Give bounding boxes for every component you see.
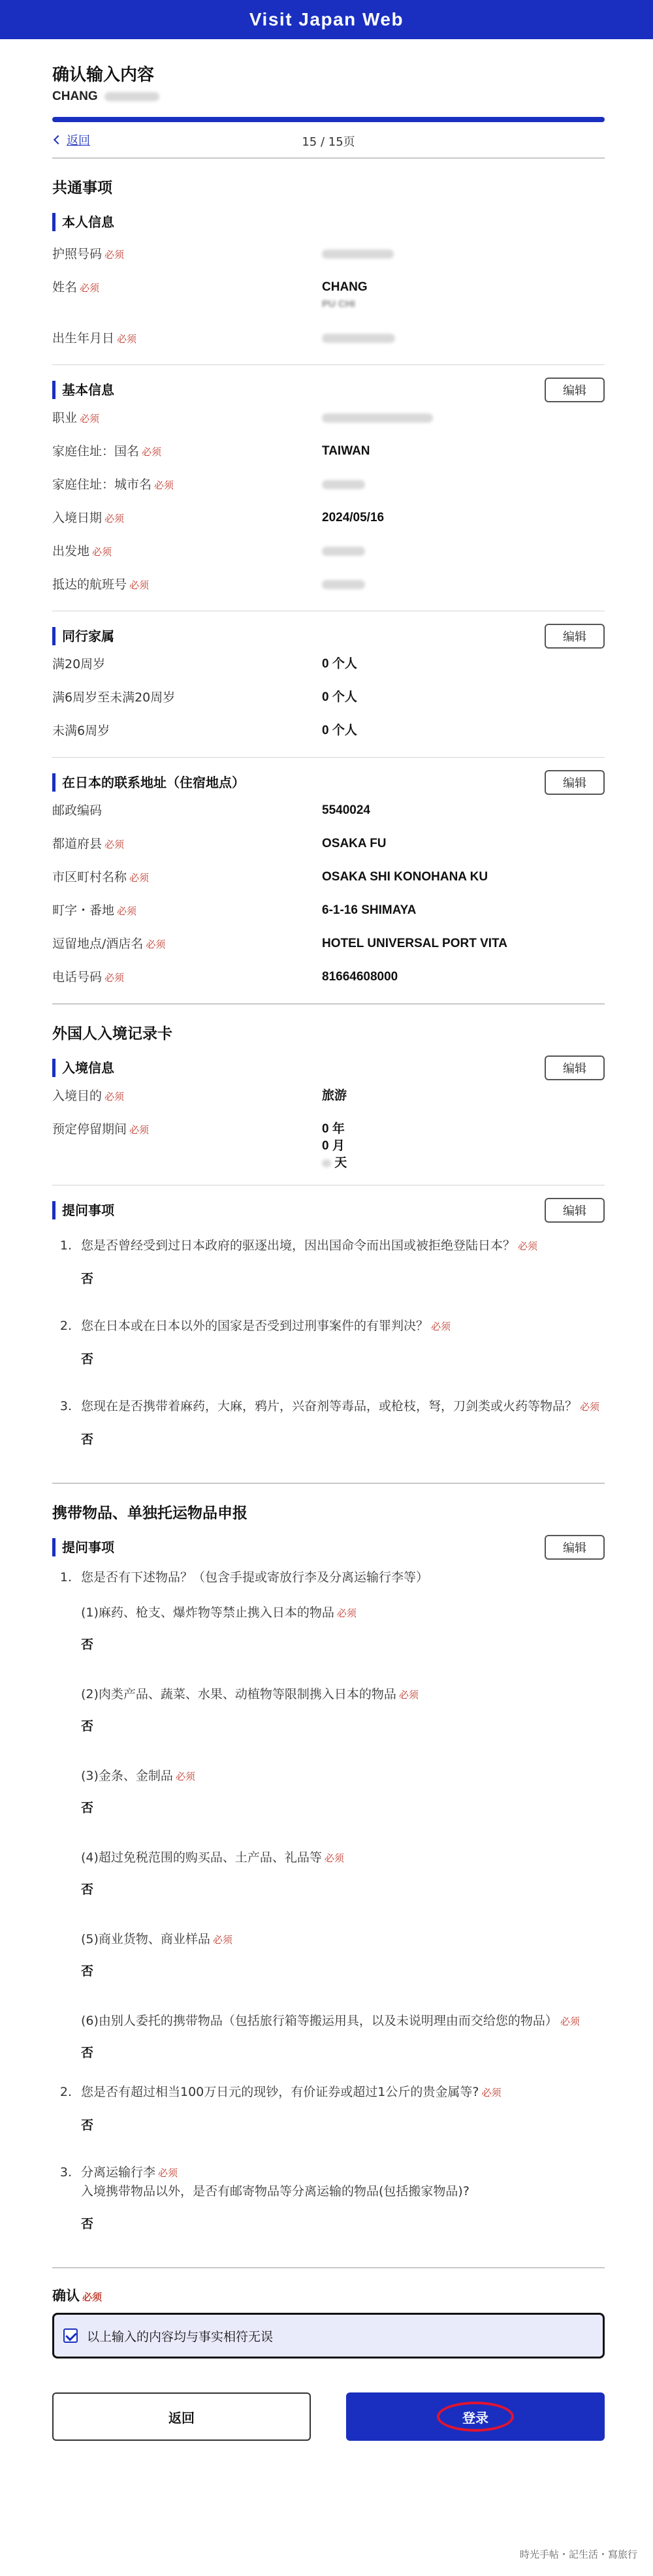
answer-value: 否 [81, 1352, 94, 1366]
answer-value: 否 [81, 1964, 94, 1978]
answer-value: 否 [81, 1432, 94, 1447]
basic-info-block [52, 365, 605, 611]
family-block [52, 611, 605, 757]
required-badge: 必须 [104, 513, 125, 524]
field-label: 市区町村名称 [52, 870, 127, 884]
entry-info-block [52, 1056, 605, 1185]
field-row [52, 468, 605, 502]
edit-button[interactable]: 编辑 [545, 1055, 605, 1080]
redacted-value [322, 1159, 331, 1167]
redacted-text [104, 92, 159, 101]
required-badge: 必须 [560, 2016, 580, 2027]
sub-question [81, 1603, 605, 1668]
page-title: 确认输入内容 [52, 65, 155, 85]
field-value: HOTEL UNIVERSAL PORT VITA [322, 937, 507, 950]
block-title: 入境信息 [52, 1059, 114, 1077]
field-label: 未满6周岁 [52, 724, 110, 738]
pager [52, 122, 605, 152]
user-name: CHANG [52, 89, 605, 104]
field-value: 0 个人 [322, 690, 357, 704]
field-row [52, 681, 605, 715]
field-row [52, 238, 605, 271]
question-text: 入境携带物品以外，是否有邮寄物品等分离运输的物品(包括搬家物品)? [81, 2184, 470, 2198]
redacted-value [322, 413, 433, 423]
question-text: 您是否有下述物品？（包含手提或寄放行李及分离运输行李等） [81, 1570, 429, 1585]
sub-question-text: (6)由别人委托的携带物品（包括旅行箱等搬运用具，以及未说明理由而交给您的物品） [81, 2014, 558, 2028]
section-title-customs: 携带物品、单独托运物品申报 [52, 1505, 247, 1522]
answer-value: 否 [81, 1272, 94, 1286]
field-row [52, 402, 605, 435]
sub-question-text: (1)麻药、枪支、爆炸物等禁止携入日本的物品 [81, 1605, 334, 1620]
confirm-checkbox-label: 以上输入的内容均与事实相符无误 [87, 2329, 274, 2344]
required-badge: 必须 [129, 579, 150, 591]
required-badge: 必须 [104, 839, 125, 850]
edit-button[interactable]: 编辑 [545, 1535, 605, 1560]
app-title: Visit Japan Web [249, 9, 404, 29]
redacted-value [322, 480, 365, 489]
required-badge: 必须 [142, 446, 162, 458]
required-badge: 必须 [104, 249, 125, 261]
login-button-label: 登录 [462, 2409, 488, 2426]
edit-button[interactable]: 编辑 [545, 378, 605, 402]
field-row [52, 271, 605, 322]
answer-value: 否 [81, 2217, 94, 2231]
field-row [52, 961, 605, 994]
customs-questions-block [52, 1536, 605, 2267]
question-item: 3. 分离运输行李 必须 入境携带物品以外，是否有邮寄物品等分离运输的物品(包括搬家物品)? 否 [52, 2149, 605, 2247]
field-value: 0 个人 [322, 657, 357, 671]
sub-question-text: (4)超过免税范围的购买品、土产品、礼品等 [81, 1850, 322, 1865]
field-value: 6-1-16 SHIMAYA [322, 903, 417, 917]
block-title: 基本信息 [52, 381, 114, 399]
answer-value: 否 [81, 1719, 94, 1733]
stay-years: 0 年 [322, 1122, 345, 1136]
field-label: 抵达的航班号 [52, 577, 127, 592]
required-badge: 必须 [212, 1934, 232, 1946]
field-value: 旅游 [322, 1089, 347, 1103]
answer-value: 否 [81, 2046, 94, 2060]
required-badge: 必须 [104, 972, 125, 984]
question-text: 您是否曾经受到过日本政府的驱逐出境，因出国命令而出国或被拒绝登陆日本？ [81, 1238, 516, 1253]
question-text: 您在日本或在日本以外的国家是否受到过刑事案件的有罪判决？ [81, 1319, 429, 1333]
field-label: 护照号码 [52, 247, 103, 261]
field-label: 都道府县 [52, 837, 103, 851]
field-row [52, 535, 605, 568]
field-row [52, 927, 605, 961]
block-title: 同行家属 [52, 627, 114, 645]
field-label: 入境日期 [52, 511, 103, 525]
sub-question-text: (3)金条、金制品 [81, 1769, 173, 1783]
edit-button[interactable]: 编辑 [545, 624, 605, 649]
field-row [52, 502, 605, 535]
field-row [52, 894, 605, 927]
required-badge: 必须 [129, 1124, 150, 1136]
app-header [0, 0, 653, 39]
field-label: 出发地 [52, 544, 90, 558]
block-header [52, 210, 605, 234]
sub-question [81, 1848, 605, 1913]
action-buttons [52, 2392, 605, 2441]
required-badge: 必须 [146, 939, 166, 950]
field-row [52, 1113, 605, 1176]
redacted-value [322, 547, 365, 556]
required-badge: 必须 [481, 2087, 502, 2099]
edit-button[interactable]: 编辑 [545, 1198, 605, 1223]
required-badge: 必须 [518, 1240, 538, 1252]
field-value: 0 个人 [322, 724, 357, 737]
answer-value: 否 [81, 1637, 94, 1652]
stay-days: 天 [334, 1156, 347, 1170]
progress-bar [52, 117, 605, 122]
checkbox-checked-icon[interactable] [63, 2328, 78, 2343]
field-label: 出生年月日 [52, 331, 115, 346]
required-badge: 必须 [158, 2167, 178, 2179]
required-badge: 必须 [580, 1401, 600, 1413]
field-value-redacted: PU CHI [322, 298, 355, 310]
field-value: CHANG [322, 280, 368, 294]
japan-address-block [52, 758, 605, 1003]
field-row [52, 828, 605, 861]
question-text: 您现在是否携带着麻药，大麻，鸦片，兴奋剂等毒品，或枪枝，弩，刀剑类或火药等物品？ [81, 1399, 578, 1413]
field-label: 预定停留期间 [52, 1122, 127, 1136]
field-value: 81664608000 [322, 970, 398, 984]
field-label: 入境目的 [52, 1089, 103, 1103]
field-value: 2024/05/16 [322, 511, 385, 524]
required-badge: 必须 [175, 1771, 195, 1782]
answer-value: 否 [81, 1882, 94, 1897]
page-indicator: 15 / 15页 [302, 135, 355, 149]
field-row [52, 1080, 605, 1113]
required-badge: 必须 [80, 413, 100, 425]
question-text: 您是否有超过相当100万日元的现钞，有价证券或超过1公斤的贵金属等? [81, 2085, 479, 2099]
field-row [52, 322, 605, 355]
field-value: TAIWAN [322, 444, 370, 458]
field-label: 姓名 [52, 280, 78, 295]
confirm-checkbox-row[interactable] [52, 2313, 605, 2359]
block-title: 本人信息 [52, 213, 114, 231]
required-badge: 必须 [82, 2291, 103, 2303]
field-value: OSAKA FU [322, 837, 387, 850]
required-badge: 必须 [92, 546, 112, 558]
watermark: 時光手帖・記生活・寫旅行 [519, 2549, 637, 2560]
field-label: 电话号码 [52, 970, 103, 984]
required-badge: 必须 [398, 1689, 419, 1701]
question-item: 1. 您是否曾经受到过日本政府的驱逐出境，因出国命令而出国或被拒绝登陆日本？ 必须 否 [52, 1222, 605, 1302]
sub-question-text: (2)肉类产品、蔬菜、水果、动植物等限制携入日本的物品 [81, 1687, 396, 1701]
sub-question [81, 1685, 605, 1750]
question-title: 分离运输行李 [81, 2165, 156, 2180]
required-badge: 必须 [80, 282, 100, 294]
field-value: 5540024 [322, 803, 370, 817]
return-button[interactable]: 返回 [52, 2392, 311, 2441]
field-label: 职业 [52, 411, 78, 425]
answer-value: 否 [81, 1801, 94, 1815]
answer-value: 否 [81, 2118, 94, 2133]
required-badge: 必须 [117, 333, 137, 345]
confirm-title: 确认 [52, 2288, 80, 2304]
field-label: 满20周岁 [52, 657, 106, 671]
block-title: 提问事项 [52, 1538, 114, 1556]
field-label: 家庭住址：城市名 [52, 477, 152, 492]
field-row [52, 435, 605, 468]
field-label: 满6周岁至未满20周岁 [52, 690, 176, 705]
field-value: OSAKA SHI KONOHANA KU [322, 870, 488, 884]
field-row [52, 794, 605, 828]
edit-button[interactable]: 编辑 [545, 770, 605, 795]
field-row [52, 648, 605, 681]
question-item: 2. 您是否有超过相当100万日元的现钞，有价证券或超过1公斤的贵金属等? 必须 否 [52, 2069, 605, 2149]
question-item: 1. 您是否有下述物品？（包含手提或寄放行李及分离运输行李等） (1)麻药、枪支、爆炸物等禁止携入日本的物品 必须 否 (2)肉类产品、蔬菜、水果、动植物等限制携入日本的物品 必须 否 (3)金条、金制品 必须 否 (4)超过免税范围的购买品、土产品、礼品等 必须 否 (5)商业货物、商业样品 必须 否 (6)由别人委托的携带物品（包括旅行箱等搬运用具，以及未说明理由而交给您的物品） 必须 否 [52, 1559, 605, 2069]
personal-info-block [52, 210, 605, 364]
field-row [52, 861, 605, 894]
stay-months: 0 月 [322, 1139, 345, 1153]
back-link[interactable]: 返回 [52, 131, 90, 148]
required-badge: 必须 [129, 872, 150, 884]
confirm-panel [52, 39, 605, 2441]
question-item: 2. 您在日本或在日本以外的国家是否受到过刑事案件的有罪判决？ 必须 否 [52, 1302, 605, 1383]
field-label: 邮政编码 [52, 803, 103, 818]
required-badge: 必须 [154, 479, 174, 491]
required-badge: 必须 [324, 1852, 344, 1864]
field-label: 町字・番地 [52, 903, 115, 918]
sub-question [81, 2012, 605, 2069]
entry-questions-block [52, 1185, 605, 1483]
required-badge: 必须 [431, 1321, 451, 1332]
section-title-entry-card: 外国人入境记录卡 [52, 1025, 172, 1042]
page-head [52, 39, 605, 152]
sub-question [81, 1930, 605, 1995]
field-row [52, 568, 605, 602]
field-row [52, 715, 605, 748]
block-title: 在日本的联系地址（住宿地点） [52, 773, 245, 792]
highlight-circle-annotation [437, 2402, 514, 2432]
redacted-value [322, 580, 365, 589]
field-label: 逗留地点/酒店名 [52, 937, 144, 951]
progress-fill [52, 117, 605, 122]
redacted-value [322, 250, 394, 259]
required-badge: 必须 [336, 1607, 357, 1619]
confirm-section [52, 2268, 605, 2305]
field-label: 家庭住址：国名 [52, 444, 140, 459]
question-item: 3. 您现在是否携带着麻药，大麻，鸦片，兴奋剂等毒品，或枪枝，弩，刀剑类或火药等物品？ 必须 否 [52, 1383, 605, 1463]
required-badge: 必须 [117, 905, 137, 917]
section-title-common: 共通事项 [52, 180, 112, 197]
redacted-value [322, 334, 395, 343]
sub-question [81, 1767, 605, 1831]
block-title: 提问事项 [52, 1201, 114, 1219]
login-button[interactable] [346, 2392, 605, 2441]
required-badge: 必须 [104, 1091, 125, 1103]
sub-question-text: (5)商业货物、商业样品 [81, 1932, 210, 1946]
